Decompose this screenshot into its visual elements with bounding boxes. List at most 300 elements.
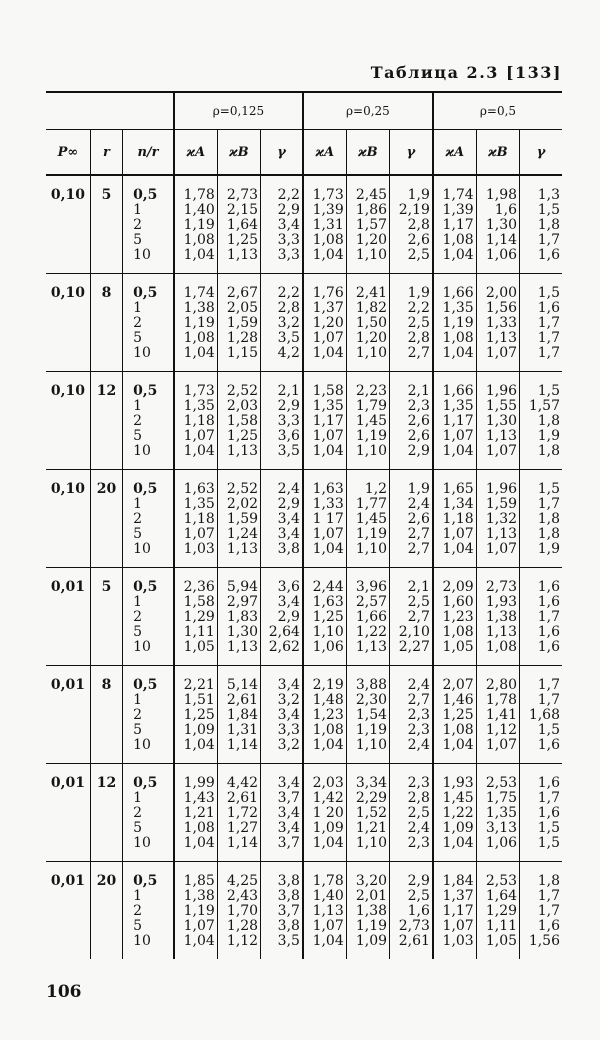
kappa-b-cell — [476, 175, 519, 274]
r-cell: 20 — [90, 862, 122, 960]
gamma-value: 3,4 — [277, 775, 300, 791]
kappa-a-value: 1,34 — [442, 496, 474, 512]
n-r-value: 0,5 — [133, 775, 158, 791]
kappa-a-value: 1,04 — [312, 541, 344, 557]
kappa-a-value: 1,99 — [183, 775, 215, 791]
kappa-a-value: 1,58 — [312, 383, 344, 399]
table-row — [46, 175, 562, 274]
kappa-a-value: 1,73 — [312, 187, 344, 203]
kappa-a-cell — [433, 568, 476, 666]
kappa-a-value: 1,13 — [312, 903, 344, 919]
n-r-value: 0,5 — [133, 187, 158, 203]
kappa-b-value: 3,20 — [355, 873, 388, 889]
gamma-value: 1,7 — [537, 903, 560, 919]
gamma-value: 3,4 — [277, 820, 300, 836]
gamma-value: 3,4 — [277, 217, 300, 233]
gamma-cell — [520, 175, 562, 274]
kappa-b-value: 1,10 — [355, 541, 388, 557]
gamma-value: 1,8 — [537, 413, 560, 429]
kappa-a-value: 1,03 — [442, 933, 474, 949]
kappa-a-value: 1,25 — [442, 707, 474, 723]
gamma-value: 1,9 — [537, 428, 560, 444]
gamma-value: 2,7 — [407, 692, 430, 708]
gamma-value: 1,7 — [537, 345, 560, 361]
gamma-value: 2,6 — [407, 428, 430, 444]
kappa-a-value: 1,05 — [183, 639, 215, 655]
kappa-a-value: 1,07 — [442, 526, 474, 542]
kappa-a-value: 1,08 — [442, 330, 474, 346]
kappa-b-value: 1,25 — [226, 232, 259, 248]
gamma-value: 2,5 — [407, 594, 430, 610]
n-r-value: 0,5 — [133, 481, 158, 497]
kappa-b-header: ϰB — [346, 130, 389, 176]
kappa-b-value: 1,32 — [485, 511, 518, 527]
n-r-value: 1 — [133, 202, 142, 218]
kappa-b-value: 1,77 — [355, 496, 388, 512]
kappa-b-cell — [476, 666, 519, 764]
n-r-value: 5 — [133, 428, 142, 444]
gamma-cell — [261, 175, 303, 274]
n-r-value: 0,5 — [133, 285, 158, 301]
kappa-a-value: 1,74 — [183, 285, 215, 301]
kappa-b-value: 1,12 — [485, 722, 518, 738]
column-header-row — [46, 130, 562, 176]
kappa-a-value: 1,04 — [183, 737, 215, 753]
kappa-a-value: 1,22 — [442, 805, 474, 821]
n-r-value: 1 — [133, 888, 142, 904]
gamma-value: 2,3 — [407, 835, 430, 851]
kappa-a-value: 1,23 — [312, 707, 344, 723]
gamma-cell — [390, 862, 433, 960]
kappa-a-value: 1,08 — [183, 232, 215, 248]
kappa-a-value: 1,04 — [312, 933, 344, 949]
kappa-a-value: 2,19 — [312, 677, 344, 693]
gamma-value: 1,6 — [537, 639, 560, 655]
kappa-a-value: 1,76 — [312, 285, 344, 301]
p-inf-header: P∞ — [46, 130, 90, 176]
gamma-header: γ — [390, 130, 433, 176]
n-r-value: 1 — [133, 398, 142, 414]
gamma-value: 1,8 — [537, 217, 560, 233]
kappa-b-value: 1,13 — [485, 624, 518, 640]
kappa-b-value: 1,6 — [494, 202, 518, 218]
kappa-a-cell — [303, 274, 346, 372]
kappa-b-value: 3,13 — [485, 820, 518, 836]
gamma-value: 2,7 — [407, 541, 430, 557]
gamma-value: 1,7 — [537, 330, 560, 346]
kappa-a-value: 1,07 — [312, 330, 344, 346]
gamma-value: 3,8 — [277, 888, 300, 904]
kappa-b-value: 1,27 — [226, 820, 259, 836]
table-row — [46, 372, 562, 470]
r-cell: 8 — [90, 666, 122, 764]
gamma-value: 1,9 — [407, 187, 430, 203]
kappa-a-value: 1,21 — [183, 805, 215, 821]
kappa-b-value: 1,20 — [355, 330, 388, 346]
kappa-b-value: 4,25 — [226, 873, 259, 889]
n-r-cell — [123, 470, 174, 568]
kappa-a-value: 1,07 — [183, 526, 215, 542]
kappa-a-value: 1,18 — [442, 511, 474, 527]
rho-header-row — [46, 92, 562, 130]
kappa-b-value: 1,33 — [485, 315, 518, 331]
n-r-value: 5 — [133, 330, 142, 346]
kappa-b-value: 1,19 — [355, 722, 388, 738]
kappa-a-value: 1,35 — [442, 300, 474, 316]
kappa-a-cell — [303, 470, 346, 568]
kappa-b-value: 1,38 — [355, 903, 388, 919]
gamma-value: 2,27 — [398, 639, 430, 655]
kappa-b-value: 1,08 — [485, 639, 518, 655]
gamma-value: 1,8 — [537, 526, 560, 542]
kappa-a-value: 1,74 — [442, 187, 474, 203]
kappa-b-cell — [217, 862, 260, 960]
kappa-a-value: 1,04 — [312, 247, 344, 263]
kappa-b-value: 3,34 — [355, 775, 388, 791]
gamma-value: 3,4 — [277, 805, 300, 821]
kappa-a-cell — [433, 666, 476, 764]
kappa-a-value: 1,35 — [442, 398, 474, 414]
kappa-b-value: 2,30 — [355, 692, 388, 708]
gamma-value: 1,5 — [537, 835, 560, 851]
p-inf-cell: 0,01 — [46, 764, 90, 862]
gamma-cell — [390, 274, 433, 372]
kappa-b-value: 1,19 — [355, 526, 388, 542]
kappa-b-value: 1,56 — [485, 300, 518, 316]
n-r-value: 0,5 — [133, 873, 158, 889]
gamma-value: 1,6 — [537, 737, 560, 753]
kappa-a-cell — [303, 764, 346, 862]
kappa-a-cell — [433, 862, 476, 960]
kappa-a-value: 1,04 — [183, 443, 215, 459]
header-blank — [46, 92, 174, 130]
gamma-value: 2,4 — [407, 820, 430, 836]
kappa-b-value: 1,86 — [355, 202, 388, 218]
p-inf-cell: 0,10 — [46, 470, 90, 568]
kappa-b-cell — [346, 372, 389, 470]
kappa-b-value: 1,41 — [485, 707, 518, 723]
kappa-b-value: 1,58 — [226, 413, 259, 429]
kappa-a-value: 1,48 — [312, 692, 344, 708]
gamma-cell — [390, 175, 433, 274]
gamma-value: 1,5 — [537, 722, 560, 738]
kappa-a-cell — [433, 372, 476, 470]
kappa-b-header: ϰB — [217, 130, 260, 176]
kappa-b-value: 1,14 — [226, 835, 259, 851]
n-r-value: 0,5 — [133, 579, 158, 595]
n-r-value: 5 — [133, 918, 142, 934]
kappa-b-value: 1,64 — [485, 888, 518, 904]
kappa-b-value: 1,59 — [485, 496, 518, 512]
kappa-b-cell — [346, 764, 389, 862]
kappa-b-value: 1,07 — [485, 345, 518, 361]
n-r-cell — [123, 568, 174, 666]
gamma-value: 3,2 — [277, 692, 300, 708]
gamma-value: 3,4 — [277, 707, 300, 723]
kappa-b-cell — [217, 764, 260, 862]
kappa-b-value: 1,20 — [355, 232, 388, 248]
gamma-value: 2,8 — [407, 790, 430, 806]
n-r-value: 1 — [133, 790, 142, 806]
gamma-value: 1,6 — [537, 579, 560, 595]
table-body — [46, 175, 562, 959]
kappa-a-value: 1,17 — [442, 413, 474, 429]
kappa-b-value: 1,45 — [355, 413, 388, 429]
kappa-a-value: 1,40 — [183, 202, 215, 218]
gamma-value: 3,3 — [277, 413, 300, 429]
kappa-a-cell — [174, 470, 217, 568]
kappa-b-value: 1,12 — [226, 933, 259, 949]
table-caption: Таблица 2.3 [133] — [370, 63, 562, 82]
kappa-b-value: 1,05 — [485, 933, 518, 949]
n-r-value: 5 — [133, 232, 142, 248]
kappa-b-value: 1,78 — [485, 692, 518, 708]
kappa-b-cell — [346, 274, 389, 372]
gamma-cell — [520, 274, 562, 372]
gamma-value: 1,57 — [528, 398, 560, 414]
gamma-value: 2,4 — [407, 677, 430, 693]
n-r-value: 1 — [133, 300, 142, 316]
gamma-value: 3,3 — [277, 247, 300, 263]
kappa-b-value: 2,53 — [485, 775, 518, 791]
kappa-a-value: 1,25 — [312, 609, 344, 625]
gamma-cell — [261, 470, 303, 568]
kappa-a-value: 1,08 — [312, 232, 344, 248]
kappa-a-value: 1,43 — [183, 790, 215, 806]
table-row — [46, 568, 562, 666]
gamma-value: 2,8 — [277, 300, 300, 316]
n-r-cell — [123, 372, 174, 470]
kappa-a-cell — [303, 372, 346, 470]
kappa-a-value: 1,05 — [442, 639, 474, 655]
gamma-value: 1,8 — [537, 873, 560, 889]
table-row — [46, 666, 562, 764]
n-r-header: n/r — [123, 130, 174, 176]
gamma-value: 2,6 — [407, 413, 430, 429]
kappa-a-value: 1,04 — [183, 247, 215, 263]
kappa-b-value: 1,13 — [226, 541, 259, 557]
kappa-a-value: 1,20 — [312, 315, 344, 331]
gamma-value: 1,9 — [407, 285, 430, 301]
kappa-b-value: 1,06 — [485, 247, 518, 263]
gamma-cell — [390, 372, 433, 470]
kappa-b-cell — [346, 666, 389, 764]
kappa-b-value: 2,43 — [226, 888, 259, 904]
kappa-b-header: ϰB — [476, 130, 519, 176]
kappa-b-value: 1,13 — [226, 247, 259, 263]
gamma-value: 2,9 — [407, 873, 430, 889]
gamma-value: 2,61 — [398, 933, 430, 949]
kappa-a-value: 1,31 — [312, 217, 344, 233]
kappa-b-value: 1,13 — [226, 443, 259, 459]
page-number: 106 — [46, 982, 82, 1002]
gamma-value: 2,19 — [398, 202, 430, 218]
kappa-a-value: 1,58 — [183, 594, 215, 610]
kappa-b-value: 1,38 — [485, 609, 518, 625]
kappa-a-cell — [174, 175, 217, 274]
kappa-b-value: 1,30 — [226, 624, 259, 640]
gamma-value: 2,73 — [398, 918, 430, 934]
kappa-b-value: 2,03 — [226, 398, 259, 414]
kappa-b-cell — [217, 274, 260, 372]
gamma-cell — [390, 568, 433, 666]
gamma-value: 1,9 — [407, 481, 430, 497]
kappa-a-value: 1,18 — [183, 511, 215, 527]
kappa-a-value: 1,07 — [183, 918, 215, 934]
kappa-a-value: 1,07 — [312, 428, 344, 444]
kappa-a-cell — [174, 862, 217, 960]
kappa-a-value: 1,07 — [183, 428, 215, 444]
kappa-b-value: 1,30 — [485, 217, 518, 233]
kappa-b-value: 1,30 — [485, 413, 518, 429]
kappa-a-cell — [174, 764, 217, 862]
gamma-value: 4,2 — [277, 345, 300, 361]
gamma-value: 2,1 — [277, 383, 300, 399]
kappa-a-value: 1,08 — [183, 820, 215, 836]
gamma-value: 2,9 — [277, 496, 300, 512]
p-inf-cell: 0,10 — [46, 274, 90, 372]
n-r-value: 0,5 — [133, 383, 158, 399]
kappa-a-value: 1,17 — [442, 903, 474, 919]
gamma-value: 3,6 — [277, 579, 300, 595]
n-r-value: 2 — [133, 609, 142, 625]
r-cell: 20 — [90, 470, 122, 568]
kappa-a-value: 1,09 — [312, 820, 344, 836]
kappa-b-cell — [217, 372, 260, 470]
rho-header: ρ=0,25 — [303, 92, 433, 130]
kappa-b-cell — [217, 175, 260, 274]
rho-header: ρ=0,5 — [433, 92, 562, 130]
kappa-b-value: 1,31 — [226, 722, 259, 738]
kappa-a-value: 1,17 — [312, 413, 344, 429]
n-r-value: 2 — [133, 805, 142, 821]
gamma-value: 3,3 — [277, 722, 300, 738]
gamma-value: 3,5 — [277, 933, 300, 949]
kappa-b-value: 2,05 — [226, 300, 259, 316]
gamma-value: 3,7 — [277, 835, 300, 851]
kappa-a-value: 1,19 — [183, 903, 215, 919]
n-r-cell — [123, 666, 174, 764]
kappa-a-value: 1,35 — [183, 398, 215, 414]
kappa-b-value: 1,57 — [355, 217, 388, 233]
gamma-value: 1,6 — [537, 918, 560, 934]
n-r-cell — [123, 764, 174, 862]
kappa-a-value: 1,04 — [442, 835, 474, 851]
gamma-value: 3,4 — [277, 677, 300, 693]
gamma-value: 2,7 — [407, 526, 430, 542]
gamma-value: 1,7 — [537, 677, 560, 693]
gamma-value: 2,2 — [407, 300, 430, 316]
gamma-header: γ — [261, 130, 303, 176]
kappa-b-value: 1,13 — [485, 330, 518, 346]
n-r-value: 10 — [133, 835, 151, 851]
n-r-value: 2 — [133, 707, 142, 723]
n-r-value: 2 — [133, 511, 142, 527]
kappa-b-value: 1,83 — [226, 609, 259, 625]
kappa-a-cell — [174, 274, 217, 372]
gamma-value: 2,9 — [277, 609, 300, 625]
gamma-cell — [520, 666, 562, 764]
kappa-a-value: 1,07 — [312, 526, 344, 542]
gamma-value: 1,9 — [537, 541, 560, 557]
kappa-b-cell — [476, 764, 519, 862]
kappa-b-value: 1,35 — [485, 805, 518, 821]
kappa-b-value: 2,45 — [355, 187, 388, 203]
gamma-value: 2,6 — [407, 511, 430, 527]
kappa-a-value: 1,09 — [442, 820, 474, 836]
kappa-a-value: 1,04 — [312, 345, 344, 361]
kappa-b-value: 1,07 — [485, 443, 518, 459]
kappa-b-value: 1,54 — [355, 707, 388, 723]
gamma-value: 1,7 — [537, 888, 560, 904]
kappa-a-value: 1,04 — [183, 933, 215, 949]
kappa-a-value: 1,84 — [442, 873, 474, 889]
kappa-a-value: 1,46 — [442, 692, 474, 708]
kappa-a-value: 1,17 — [442, 217, 474, 233]
n-r-value: 5 — [133, 820, 142, 836]
gamma-value: 2,6 — [407, 232, 430, 248]
kappa-b-value: 2,00 — [485, 285, 518, 301]
gamma-value: 3,7 — [277, 903, 300, 919]
kappa-a-value: 1,08 — [312, 722, 344, 738]
n-r-value: 10 — [133, 639, 151, 655]
kappa-b-value: 2,01 — [355, 888, 388, 904]
gamma-cell — [390, 764, 433, 862]
kappa-a-value: 1,03 — [183, 541, 215, 557]
kappa-b-value: 2,73 — [485, 579, 518, 595]
kappa-a-value: 1,08 — [442, 232, 474, 248]
kappa-b-value: 1,96 — [485, 481, 518, 497]
kappa-a-value: 1,04 — [312, 737, 344, 753]
kappa-a-value: 1,29 — [183, 609, 215, 625]
kappa-b-value: 4,42 — [226, 775, 259, 791]
kappa-b-value: 1,2 — [364, 481, 388, 497]
kappa-b-value: 2,23 — [355, 383, 388, 399]
n-r-value: 2 — [133, 315, 142, 331]
kappa-b-value: 2,80 — [485, 677, 518, 693]
kappa-b-value: 1,07 — [485, 541, 518, 557]
kappa-b-value: 1,14 — [226, 737, 259, 753]
kappa-a-value: 1,35 — [183, 496, 215, 512]
kappa-a-value: 1,60 — [442, 594, 474, 610]
n-r-value: 5 — [133, 526, 142, 542]
kappa-a-value: 1,04 — [442, 443, 474, 459]
gamma-value: 2,3 — [407, 707, 430, 723]
kappa-a-value: 1 17 — [312, 511, 344, 527]
gamma-value: 3,7 — [277, 790, 300, 806]
kappa-b-value: 1,70 — [226, 903, 259, 919]
kappa-b-value: 1,52 — [355, 805, 388, 821]
kappa-b-value: 1,19 — [355, 918, 388, 934]
kappa-a-value: 2,36 — [183, 579, 215, 595]
kappa-a-value: 1,04 — [442, 737, 474, 753]
kappa-a-value: 1,78 — [312, 873, 344, 889]
kappa-a-value: 1,10 — [312, 624, 344, 640]
kappa-b-value: 1,10 — [355, 345, 388, 361]
gamma-cell — [261, 764, 303, 862]
kappa-b-cell — [346, 175, 389, 274]
kappa-a-cell — [303, 666, 346, 764]
kappa-b-value: 1,98 — [485, 187, 518, 203]
kappa-b-cell — [346, 568, 389, 666]
kappa-a-header: ϰA — [174, 130, 217, 176]
kappa-a-value: 1,63 — [312, 481, 344, 497]
kappa-a-value: 1,08 — [183, 330, 215, 346]
kappa-b-value: 1,19 — [355, 428, 388, 444]
gamma-value: 1,8 — [537, 511, 560, 527]
kappa-b-value: 1,82 — [355, 300, 388, 316]
kappa-b-value: 1,10 — [355, 737, 388, 753]
